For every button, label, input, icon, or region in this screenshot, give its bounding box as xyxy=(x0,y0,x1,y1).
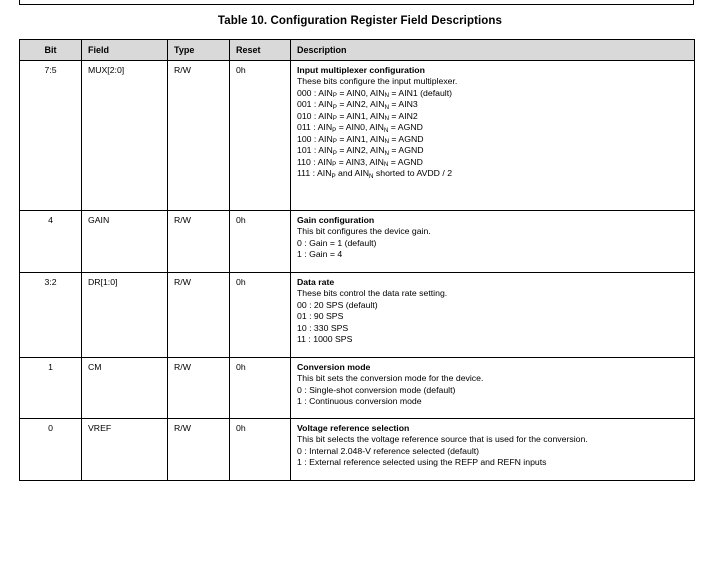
description-title: Voltage reference selection xyxy=(297,423,410,433)
cell-bit: 1 xyxy=(20,358,82,419)
cell-reset: 0h xyxy=(230,419,291,481)
description-option: 110 : $AIN_P = AIN3$, $AIN_N$ = AGND xyxy=(297,156,423,169)
cell-reset: 0h xyxy=(230,61,291,211)
description-option: 0 : Internal 2.048-V reference selected (default) xyxy=(297,445,480,456)
table-body xyxy=(20,61,695,481)
description-title: Input multiplexer configuration xyxy=(297,65,425,75)
table-row xyxy=(20,211,695,273)
cell-reset: 0h xyxy=(230,358,291,419)
previous-table-remnant xyxy=(19,0,694,5)
column-header-bit: Bit xyxy=(20,40,82,61)
configuration-register-table xyxy=(19,39,695,481)
cell-type: R/W xyxy=(168,61,230,211)
cell-type: R/W xyxy=(168,419,230,481)
cell-description xyxy=(291,419,695,481)
cell-type: R/W xyxy=(168,273,230,358)
description-subtitle: This bit selects the voltage reference source that is used for the conversion. xyxy=(297,434,588,445)
cell-description xyxy=(291,358,695,419)
description-option: 0 : Single-shot conversion mode (default) xyxy=(297,384,456,395)
description-title: Conversion mode xyxy=(297,362,371,372)
description-option: 000 : $AIN_P = AIN0$, $AIN_N = AIN1$ (default) xyxy=(297,87,453,100)
description-subtitle: This bit configures the device gain. xyxy=(297,226,431,237)
description-option: 001 : $AIN_P = AIN2$, $AIN_N = AIN3$ xyxy=(297,99,418,111)
description-option: 11 : 1000 SPS xyxy=(297,334,353,345)
page-title: Table 10. Configuration Register Field Descriptions xyxy=(217,15,503,27)
cell-description xyxy=(291,61,695,211)
cell-bit: 4 xyxy=(20,211,82,273)
column-header-description: Description xyxy=(291,40,695,61)
table-row xyxy=(20,273,695,358)
cell-reset: 0h xyxy=(230,211,291,273)
description-option: 010 : $AIN_P = AIN1$, $AIN_N = AIN2$ xyxy=(297,110,418,123)
cell-field: MUX[2:0] xyxy=(82,61,168,211)
description-options xyxy=(297,238,690,261)
cell-bit: 0 xyxy=(20,419,82,481)
cell-description xyxy=(291,211,695,273)
cell-bit: 3:2 xyxy=(20,273,82,358)
table-row xyxy=(20,358,695,419)
description-option: 01 : 90 SPS xyxy=(297,311,344,322)
column-header-type: Type xyxy=(168,40,230,61)
table-row xyxy=(20,419,695,481)
column-header-field: Field xyxy=(82,40,168,61)
cell-field: CM xyxy=(82,358,168,419)
description-option: 10 : 330 SPS xyxy=(297,322,349,333)
description-option: 011 : $AIN_P = AIN0$, $AIN_N$ = AGND xyxy=(297,122,423,134)
description-options xyxy=(297,300,690,346)
table-header-row xyxy=(20,40,695,61)
cell-field: VREF xyxy=(82,419,168,481)
description-options xyxy=(297,446,690,469)
description-option: 101 : $AIN_P = AIN2$, $AIN_N$ = AGND xyxy=(297,145,424,157)
description-subtitle: This bit sets the conversion mode for the device. xyxy=(297,373,484,384)
cell-field: GAIN xyxy=(82,211,168,273)
description-option: 0 : Gain = 1 (default) xyxy=(297,237,377,248)
cell-reset: 0h xyxy=(230,273,291,358)
description-option: 1 : Continuous conversion mode xyxy=(297,396,422,407)
column-header-reset: Reset xyxy=(230,40,291,61)
description-options xyxy=(297,88,690,180)
table-row xyxy=(20,61,695,211)
description-option: 00 : 20 SPS (default) xyxy=(297,299,378,310)
description-subtitle: These bits configure the input multiplexer. xyxy=(297,76,458,87)
description-option: 100 : $AIN_P = AIN1$, $AIN_N$ = AGND xyxy=(297,133,424,146)
cell-bit: 7:5 xyxy=(20,61,82,211)
cell-description xyxy=(291,273,695,358)
description-title: Gain configuration xyxy=(297,215,375,225)
description-subtitle: These bits control the data rate setting. xyxy=(297,288,448,299)
cell-type: R/W xyxy=(168,358,230,419)
description-option: 1 : Gain = 4 xyxy=(297,249,343,260)
cell-field: DR[1:0] xyxy=(82,273,168,358)
description-option: 111 : $AIN_P$ and $AIN_N$ shorted to AVDD / 2 xyxy=(297,168,453,180)
description-option: 1 : External reference selected using the REFP and REFN inputs xyxy=(297,457,547,468)
description-options xyxy=(297,385,690,408)
description-title: Data rate xyxy=(297,277,335,287)
cell-type: R/W xyxy=(168,211,230,273)
